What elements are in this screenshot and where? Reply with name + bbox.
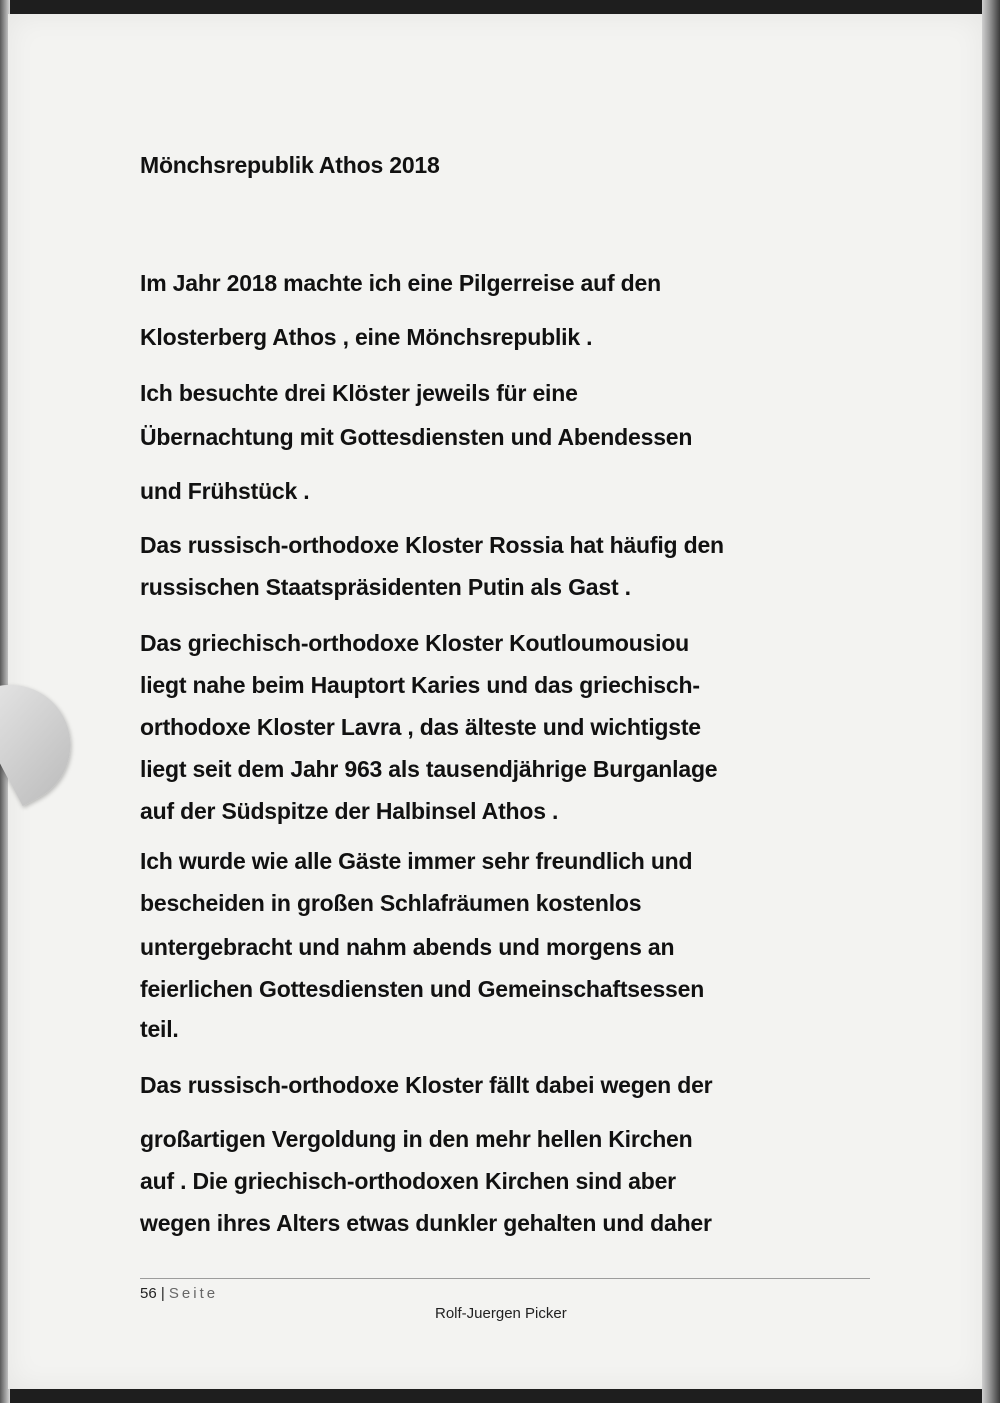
author-name: Rolf-Juergen Picker xyxy=(435,1305,567,1322)
text-line: auf . Die griechisch-orthodoxen Kirchen sind aber xyxy=(140,1168,676,1194)
page-number-label xyxy=(140,1285,218,1302)
text-line: bescheiden in großen Schlafräumen kostenlos xyxy=(140,890,642,916)
text-line: Übernachtung mit Gottesdiensten und Abendessen xyxy=(140,424,693,450)
text-line: Das russisch-orthodoxe Kloster fällt dabei wegen der xyxy=(140,1072,713,1098)
text-line: wegen ihres Alters etwas dunkler gehalten und daher xyxy=(140,1210,712,1236)
document-title: Mönchsrepublik Athos 2018 xyxy=(140,152,440,178)
text-line: Ich wurde wie alle Gäste immer sehr freundlich und xyxy=(140,848,693,874)
text-line: feierlichen Gottesdiensten und Gemeinschaftsessen xyxy=(140,976,705,1002)
text-line: russischen Staatspräsidenten Putin als Gast . xyxy=(140,574,631,600)
text-line: Klosterberg Athos , eine Mönchsrepublik . xyxy=(140,324,593,350)
text-line: großartigen Vergoldung in den mehr hellen Kirchen xyxy=(140,1126,693,1152)
footer-divider xyxy=(140,1278,870,1279)
scan-right-edge xyxy=(982,0,1000,1403)
page-number: 56 | xyxy=(140,1285,165,1302)
text-line: auf der Südspitze der Halbinsel Athos . xyxy=(140,798,559,824)
text-line: liegt seit dem Jahr 963 als tausendjährige Burganlage xyxy=(140,756,718,782)
page-word: Seite xyxy=(168,1285,219,1302)
text-line: untergebracht und nahm abends und morgens an xyxy=(140,934,675,960)
text-line: und Frühstück . xyxy=(140,478,310,504)
text-line: orthodoxe Kloster Lavra , das älteste und wichtigste xyxy=(140,714,701,740)
text-line: liegt nahe beim Hauptort Karies und das griechisch- xyxy=(140,672,700,698)
text-line: Im Jahr 2018 machte ich eine Pilgerreise auf den xyxy=(140,270,661,296)
text-line: Das russisch-orthodoxe Kloster Rossia hat häufig den xyxy=(140,532,724,558)
text-line: Ich besuchte drei Klöster jeweils für eine xyxy=(140,380,578,406)
text-line: teil. xyxy=(140,1016,179,1042)
text-line: Das griechisch-orthodoxe Kloster Koutloumousiou xyxy=(140,630,690,656)
